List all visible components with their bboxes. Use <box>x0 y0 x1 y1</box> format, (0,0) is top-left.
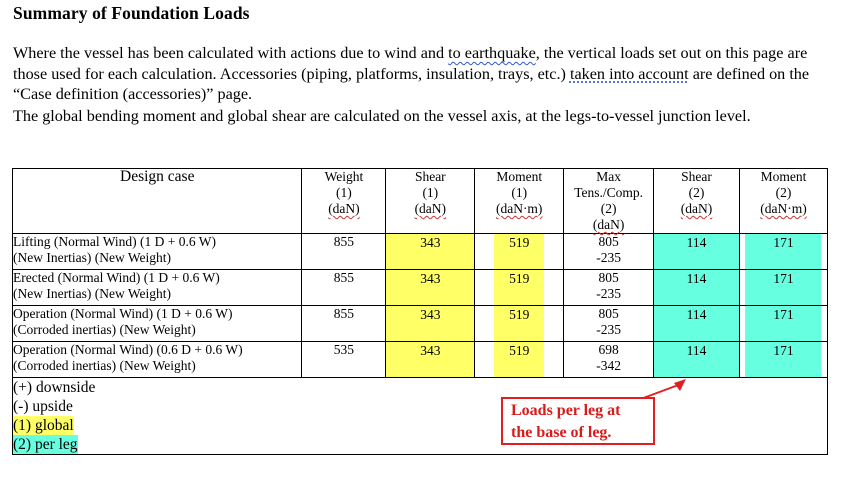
moment-global-value: 519 <box>494 306 544 341</box>
max-tens-comp-cell <box>564 306 654 342</box>
shear-per-leg-cell <box>654 306 740 342</box>
intro-paragraph <box>13 43 833 105</box>
moment-per-leg-value: 171 <box>745 234 821 269</box>
header-label: (2) <box>688 185 705 200</box>
foundation-loads-table <box>12 168 828 455</box>
design-case-line: (New Inertias) (New Weight) <box>13 286 171 301</box>
header-unit: (daN·m) <box>760 201 807 216</box>
weight-cell: 855 <box>302 234 386 270</box>
design-case-line: Erected (Normal Wind) (1 D + 0.6 W) <box>13 270 220 285</box>
header-label: Max <box>596 169 621 184</box>
per-leg-callout <box>501 397 655 445</box>
header-shear-1 <box>386 169 475 234</box>
design-case-line: Lifting (Normal Wind) (1 D + 0.6 W) <box>13 234 217 249</box>
intro-text-2: , the vertical loads set out on this page are those used for each calculation. Accessories (piping, platforms, insulation, trays, etc.) <box>13 44 808 83</box>
moment-global-cell <box>475 234 564 270</box>
moment-global-value: 519 <box>494 270 544 305</box>
header-unit: (daN) <box>680 201 713 216</box>
table-row <box>13 234 828 270</box>
header-unit: (daN·m) <box>495 201 543 216</box>
shear-per-leg-value: 114 <box>654 306 739 341</box>
shear-per-leg-value: 114 <box>654 234 739 269</box>
header-label: (2) <box>600 201 617 216</box>
header-max-tens-comp-2 <box>564 169 654 234</box>
max-tension-value: 805 <box>598 234 619 249</box>
shear-global-cell <box>386 270 475 306</box>
table-header-row <box>13 169 828 234</box>
moment-global-value: 519 <box>494 342 544 377</box>
moment-global-cell <box>475 306 564 342</box>
shear-per-leg-cell <box>654 342 740 378</box>
header-unit: (daN) <box>328 201 360 216</box>
max-compression-value: -235 <box>596 286 621 301</box>
max-compression-value: -235 <box>596 250 621 265</box>
callout-line-2: the base of leg. <box>511 424 612 441</box>
design-case-line: Operation (Normal Wind) (1 D + 0.6 W) <box>13 306 233 321</box>
max-tens-comp-cell <box>564 270 654 306</box>
header-label: Moment <box>496 169 543 184</box>
shear-per-leg-cell <box>654 234 740 270</box>
design-case-line: Operation (Normal Wind) (0.6 D + 0.6 W) <box>13 342 243 357</box>
header-label: Shear <box>681 169 712 184</box>
weight-cell: 535 <box>302 342 386 378</box>
max-tension-value: 805 <box>598 270 619 285</box>
table-row <box>13 270 828 306</box>
max-compression-value: -235 <box>596 322 621 337</box>
moment-per-leg-value: 171 <box>745 306 821 341</box>
design-case-line: (Corroded inertias) (New Weight) <box>13 322 196 337</box>
max-compression-value: -342 <box>596 358 621 373</box>
legend-upside: (-) upside <box>13 398 73 415</box>
shear-global-value: 343 <box>386 306 474 341</box>
header-label: Weight <box>324 169 364 184</box>
moment-global-cell <box>475 342 564 378</box>
max-tension-value: 698 <box>598 342 619 357</box>
header-label: (1) <box>511 185 528 200</box>
header-label: (1) <box>336 185 352 200</box>
legend-downside: (+) downside <box>13 379 96 396</box>
bending-moment-paragraph: The global bending moment and global shear are calculated on the vessel axis, at the legs-to-vessel junction level. <box>13 107 751 125</box>
design-case-cell <box>13 270 302 306</box>
header-label: Tens./Comp. <box>574 185 644 200</box>
shear-per-leg-value: 114 <box>654 270 739 305</box>
moment-per-leg-value: 171 <box>745 270 821 305</box>
intro-text-3: are defined on the “Case definition (accessories)” page. <box>13 64 810 103</box>
moment-global-value: 519 <box>494 234 544 269</box>
design-case-cell <box>13 234 302 270</box>
moment-per-leg-cell <box>739 234 827 270</box>
legend-row <box>13 378 828 455</box>
header-moment-1 <box>475 169 564 234</box>
moment-global-cell <box>475 270 564 306</box>
header-moment-2 <box>739 169 827 234</box>
page-title: Summary of Foundation Loads <box>13 3 250 23</box>
header-weight-1 <box>302 169 386 234</box>
shear-global-cell <box>386 234 475 270</box>
moment-per-leg-cell <box>739 306 827 342</box>
shear-global-cell <box>386 306 475 342</box>
intro-text-taken-into-account: taken into account <box>569 64 689 83</box>
design-case-line: (New Inertias) (New Weight) <box>13 250 171 265</box>
shear-global-value: 343 <box>386 234 474 269</box>
header-label: Shear <box>414 169 446 184</box>
header-label: Moment <box>760 169 807 184</box>
max-tension-value: 805 <box>598 306 619 321</box>
design-case-cell <box>13 342 302 378</box>
weight-cell: 855 <box>302 306 386 342</box>
legend-global: (1) global <box>13 417 74 434</box>
moment-per-leg-value: 171 <box>745 342 821 377</box>
legend-per-leg: (2) per leg <box>13 436 78 453</box>
design-case-cell <box>13 306 302 342</box>
header-shear-2 <box>654 169 740 234</box>
shear-global-value: 343 <box>386 342 474 377</box>
shear-per-leg-cell <box>654 270 740 306</box>
legend-cell <box>13 378 828 455</box>
shear-per-leg-value: 114 <box>654 342 739 377</box>
moment-per-leg-cell <box>739 342 827 378</box>
max-tens-comp-cell <box>564 342 654 378</box>
callout-line-1: Loads per leg at <box>511 402 621 419</box>
header-design-case: Design case <box>13 169 302 234</box>
shear-global-cell <box>386 342 475 378</box>
shear-global-value: 343 <box>386 270 474 305</box>
header-label: (1) <box>422 185 439 200</box>
table-row <box>13 306 828 342</box>
moment-per-leg-cell <box>739 270 827 306</box>
intro-text-1: Where the vessel has been calculated with actions due to wind and <box>13 44 449 62</box>
table-row <box>13 342 828 378</box>
design-case-line: (Corroded inertias) (New Weight) <box>13 358 196 373</box>
header-unit: (daN) <box>414 201 447 216</box>
header-unit: (daN) <box>592 217 625 232</box>
max-tens-comp-cell <box>564 234 654 270</box>
intro-text-earthquake: to earthquake <box>448 44 536 62</box>
header-label: (2) <box>775 185 792 200</box>
weight-cell: 855 <box>302 270 386 306</box>
